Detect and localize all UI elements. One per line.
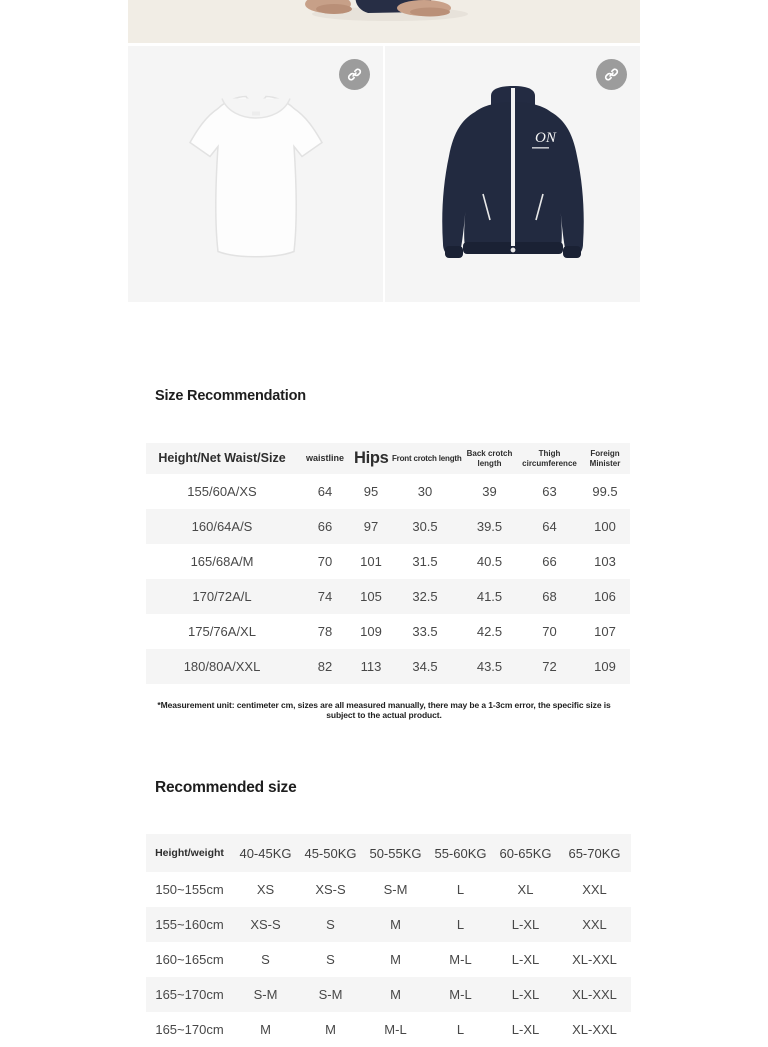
table-cell: 165~170cm xyxy=(155,987,224,1002)
table-header-cell: 50-55KG xyxy=(369,845,422,861)
table-header-cell: Thigh circumference xyxy=(522,448,577,468)
table-row xyxy=(146,1012,631,1047)
table-cell: 39 xyxy=(482,484,497,499)
table-cell: 34.5 xyxy=(412,659,438,674)
table-header-cell: Foreign Minister xyxy=(589,448,621,468)
table-cell: XXL xyxy=(582,917,607,932)
table-header-cell: Front crotch length xyxy=(392,453,462,463)
table-cell: M xyxy=(390,917,401,932)
recommended-size-table xyxy=(146,834,631,1047)
table-cell: 40.5 xyxy=(476,554,503,569)
table-cell: L xyxy=(456,882,465,897)
table-cell: S-M xyxy=(318,987,343,1002)
table-cell: XXL xyxy=(582,882,607,897)
table-cell: 160~165cm xyxy=(155,952,224,967)
table-cell: 165/68A/M xyxy=(190,554,254,569)
table-cell: XS-S xyxy=(250,917,281,932)
table-header-cell: 55-60KG xyxy=(434,845,487,861)
table-cell: 160/64A/S xyxy=(191,519,253,534)
hero-photo-cropped[interactable] xyxy=(128,0,640,43)
chain-link-icon xyxy=(346,66,363,83)
table-header-cell: 65-70KG xyxy=(568,845,621,861)
table-cell: 39.5 xyxy=(476,519,503,534)
recommended-size-title: Recommended size xyxy=(155,779,297,796)
table-cell: 66 xyxy=(542,554,557,569)
white-tshirt-image xyxy=(156,67,356,282)
table-cell: L xyxy=(456,917,465,932)
table-cell: XL-XXL xyxy=(572,1022,617,1037)
product-link-button[interactable] xyxy=(339,59,370,90)
table-header-cell: 40-45KG xyxy=(239,845,292,861)
table-cell: 78 xyxy=(317,624,333,639)
product-tile-navy-jacket[interactable] xyxy=(385,46,640,302)
table-row xyxy=(146,509,630,544)
table-cell: 72 xyxy=(542,659,557,674)
table-cell: S-M xyxy=(253,987,278,1002)
table-cell: 30.5 xyxy=(412,519,438,534)
table-cell: 175/76A/XL xyxy=(188,624,256,639)
table-cell: M-L xyxy=(384,1022,407,1037)
table-cell: 107 xyxy=(594,624,616,639)
table-cell: M xyxy=(390,987,401,1002)
table-row xyxy=(146,907,631,942)
table-cell: XL xyxy=(517,882,534,897)
table-row xyxy=(146,942,631,977)
table-header-cell: waistline xyxy=(305,452,344,463)
table-cell: M-L xyxy=(449,952,472,967)
table-cell: M-L xyxy=(449,987,472,1002)
table-cell: 66 xyxy=(317,519,333,534)
table-header-cell: Height/weight xyxy=(155,847,224,859)
navy-track-jacket-image xyxy=(405,64,621,284)
svg-text:ON: ON xyxy=(534,130,556,146)
table-cell: M xyxy=(325,1022,336,1037)
chain-link-icon xyxy=(603,66,620,83)
table-cell: 31.5 xyxy=(412,554,438,569)
size-recommendation-table xyxy=(146,443,630,684)
table-cell: 95 xyxy=(363,484,379,499)
table-cell: 42.5 xyxy=(476,624,503,639)
hero-feet-illustration xyxy=(128,0,640,43)
table-cell: L-XL xyxy=(511,952,540,967)
table-cell: 165~170cm xyxy=(155,1022,224,1037)
table-cell: 82 xyxy=(317,659,333,674)
table-row xyxy=(146,474,630,509)
measurement-footnote: *Measurement unit: centimeter cm, sizes are all measured manually, there may be a 1-3cm error, the specific size is subject to the actual product. xyxy=(157,700,611,720)
table-header-row xyxy=(146,443,630,474)
table-cell: L xyxy=(456,1022,465,1037)
table-cell: L-XL xyxy=(511,987,540,1002)
table-header-cell: Hips xyxy=(354,449,389,468)
table-cell: L-XL xyxy=(511,1022,540,1037)
table-cell: 170/72A/L xyxy=(192,589,252,604)
table-cell: 103 xyxy=(594,554,616,569)
table-header-cell: 60-65KG xyxy=(499,845,552,861)
table-cell: 109 xyxy=(360,624,382,639)
table-cell: XL-XXL xyxy=(572,952,617,967)
table-cell: M xyxy=(260,1022,271,1037)
table-cell: XS-S xyxy=(315,882,346,897)
table-cell: 99.5 xyxy=(592,484,618,499)
table-cell: S xyxy=(326,917,335,932)
table-cell: 70 xyxy=(317,554,333,569)
table-cell: 30 xyxy=(417,484,433,499)
table-row xyxy=(146,649,630,684)
table-row xyxy=(146,872,631,907)
table-cell: S xyxy=(326,952,335,967)
table-cell: 68 xyxy=(542,589,557,604)
table-cell: 100 xyxy=(594,519,616,534)
product-gallery xyxy=(128,46,640,302)
table-cell: 41.5 xyxy=(476,589,503,604)
page-content xyxy=(128,0,640,1047)
table-header-cell: Back crotch length xyxy=(466,448,513,468)
table-cell: 113 xyxy=(360,659,382,674)
table-cell: 155/60A/XS xyxy=(187,484,257,499)
table-cell: XL-XXL xyxy=(572,987,617,1002)
table-cell: 64 xyxy=(542,519,557,534)
table-cell: 74 xyxy=(317,589,333,604)
size-recommendation-title: Size Recommendation xyxy=(155,388,306,404)
table-cell: 101 xyxy=(360,554,382,569)
table-cell: 109 xyxy=(594,659,616,674)
table-cell: 70 xyxy=(542,624,557,639)
table-cell: 64 xyxy=(317,484,333,499)
table-header-cell: Height/Net Waist/Size xyxy=(158,450,286,465)
table-header-cell: 45-50KG xyxy=(304,845,357,861)
product-tile-white-tshirt[interactable] xyxy=(128,46,383,302)
table-cell: 43.5 xyxy=(476,659,503,674)
table-cell: S-M xyxy=(383,882,408,897)
table-cell: XS xyxy=(256,882,275,897)
table-cell: L-XL xyxy=(511,917,540,932)
table-cell: 33.5 xyxy=(412,624,438,639)
table-cell: 105 xyxy=(360,589,382,604)
table-cell: 180/80A/XXL xyxy=(183,659,261,674)
table-row xyxy=(146,579,630,614)
table-row xyxy=(146,544,630,579)
table-cell: 97 xyxy=(363,519,379,534)
table-header-row xyxy=(146,834,631,872)
product-link-button[interactable] xyxy=(596,59,627,90)
table-cell: S xyxy=(261,952,270,967)
table-cell: 106 xyxy=(594,589,616,604)
table-cell: 150~155cm xyxy=(155,882,224,897)
table-cell: 155~160cm xyxy=(155,917,224,932)
table-row xyxy=(146,977,631,1012)
table-cell: M xyxy=(390,952,401,967)
table-cell: 63 xyxy=(542,484,557,499)
table-row xyxy=(146,614,630,649)
table-cell: 32.5 xyxy=(412,589,438,604)
